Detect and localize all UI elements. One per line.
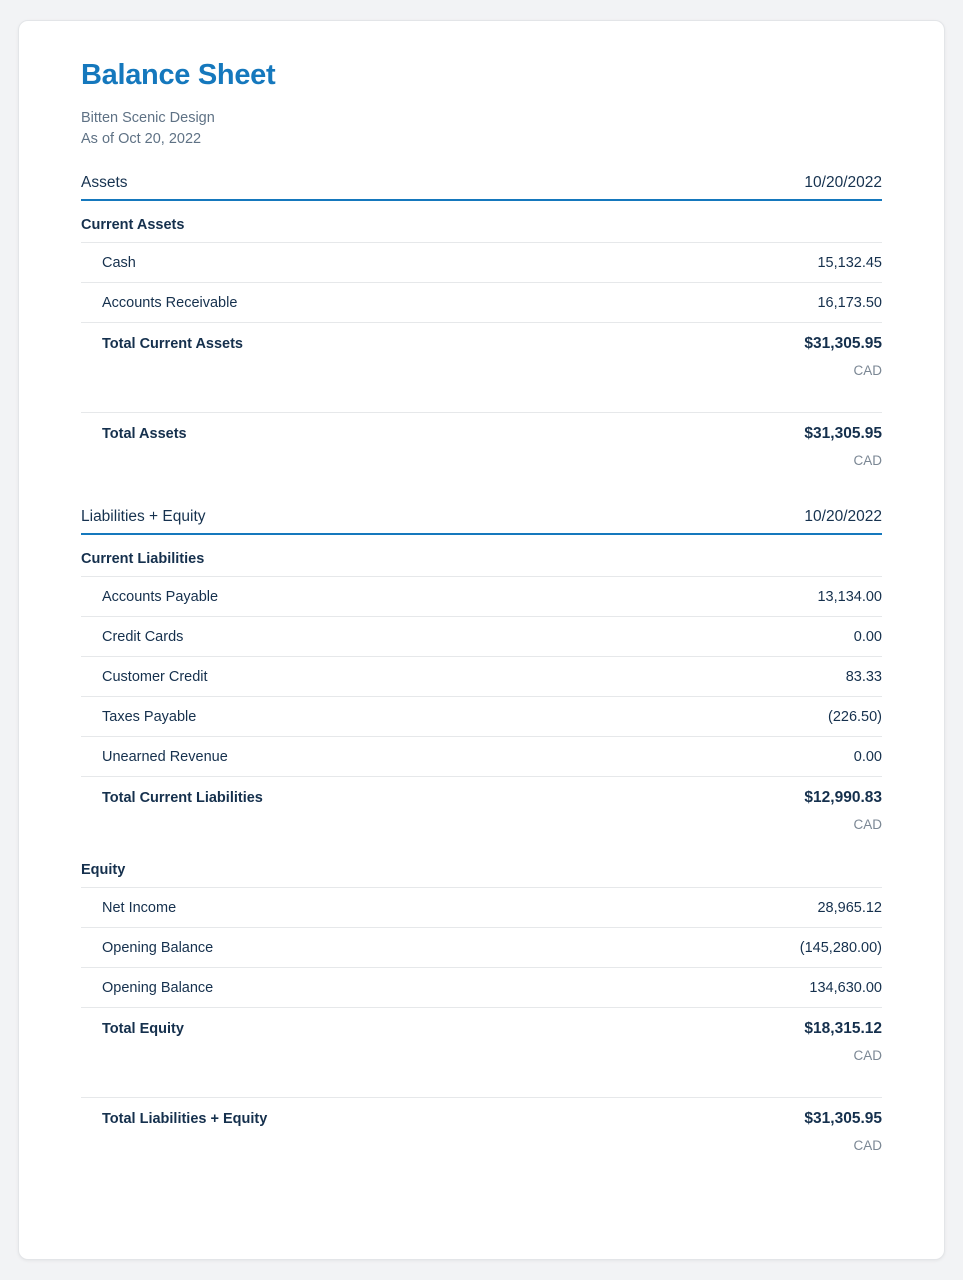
total-row-assets (81, 413, 882, 450)
row-value: 16,173.50 (817, 295, 882, 311)
group-spacer (81, 832, 882, 858)
total-label: Total Assets (102, 426, 187, 442)
row-value: 13,134.00 (817, 589, 882, 605)
section-date-assets: 10/20/2022 (804, 174, 882, 191)
section-date-liabilities-equity: 10/20/2022 (804, 508, 882, 525)
total-row-equity (81, 1008, 882, 1045)
table-row (81, 737, 882, 777)
currency-label: CAD (853, 817, 882, 832)
table-row (81, 243, 882, 283)
table-row (81, 968, 882, 1008)
section-title-liabilities-equity: Liabilities + Equity (81, 508, 206, 525)
row-value: 15,132.45 (817, 255, 882, 271)
section-spacer (81, 468, 882, 508)
total-label: Total Current Liabilities (102, 790, 263, 806)
total-row-current-liabilities (81, 777, 882, 814)
row-label: Net Income (102, 900, 177, 916)
row-label: Unearned Revenue (102, 749, 228, 765)
table-row (81, 657, 882, 697)
table-row (81, 928, 882, 968)
row-value: 28,965.12 (817, 900, 882, 916)
row-label: Customer Credit (102, 669, 208, 685)
row-label: Opening Balance (102, 940, 214, 956)
row-value: (226.50) (827, 709, 882, 725)
total-row-liabilities-equity (81, 1098, 882, 1135)
group-title-current-liabilities: Current Liabilities (81, 535, 882, 577)
currency-label: CAD (853, 363, 882, 378)
row-value: (145,280.00) (799, 940, 882, 956)
row-value: 0.00 (853, 629, 882, 645)
total-value: $18,315.12 (804, 1020, 882, 1037)
total-label: Total Current Assets (102, 336, 243, 352)
total-value: $31,305.95 (804, 335, 882, 352)
total-label: Total Liabilities + Equity (102, 1111, 268, 1127)
row-label: Accounts Payable (102, 589, 219, 605)
row-label: Accounts Receivable (102, 295, 238, 311)
table-row (81, 617, 882, 657)
balance-sheet-card (18, 20, 945, 1260)
section-title-assets: Assets (81, 174, 128, 191)
row-value: 134,630.00 (809, 980, 882, 996)
group-title-current-assets: Current Assets (81, 201, 882, 243)
table-row (81, 283, 882, 323)
section-header-liabilities-equity (81, 508, 882, 535)
group-title-equity: Equity (81, 858, 882, 888)
section-header-assets (81, 174, 882, 201)
row-label: Credit Cards (102, 629, 184, 645)
currency-label: CAD (853, 1048, 882, 1063)
row-label: Taxes Payable (102, 709, 197, 725)
row-label: Opening Balance (102, 980, 214, 996)
row-label: Cash (102, 255, 136, 271)
table-row (81, 888, 882, 928)
company-name: Bitten Scenic Design (81, 110, 215, 126)
page-title: Balance Sheet (81, 59, 276, 91)
total-row-current-assets (81, 323, 882, 360)
row-value: 83.33 (845, 669, 882, 685)
total-value: $12,990.83 (804, 789, 882, 806)
table-row (81, 577, 882, 617)
table-row (81, 697, 882, 737)
total-label: Total Equity (102, 1021, 184, 1037)
row-value: 0.00 (853, 749, 882, 765)
currency-label: CAD (853, 1138, 882, 1153)
as-of-date: As of Oct 20, 2022 (81, 131, 202, 147)
total-value: $31,305.95 (804, 1110, 882, 1127)
currency-label: CAD (853, 453, 882, 468)
total-value: $31,305.95 (804, 425, 882, 442)
